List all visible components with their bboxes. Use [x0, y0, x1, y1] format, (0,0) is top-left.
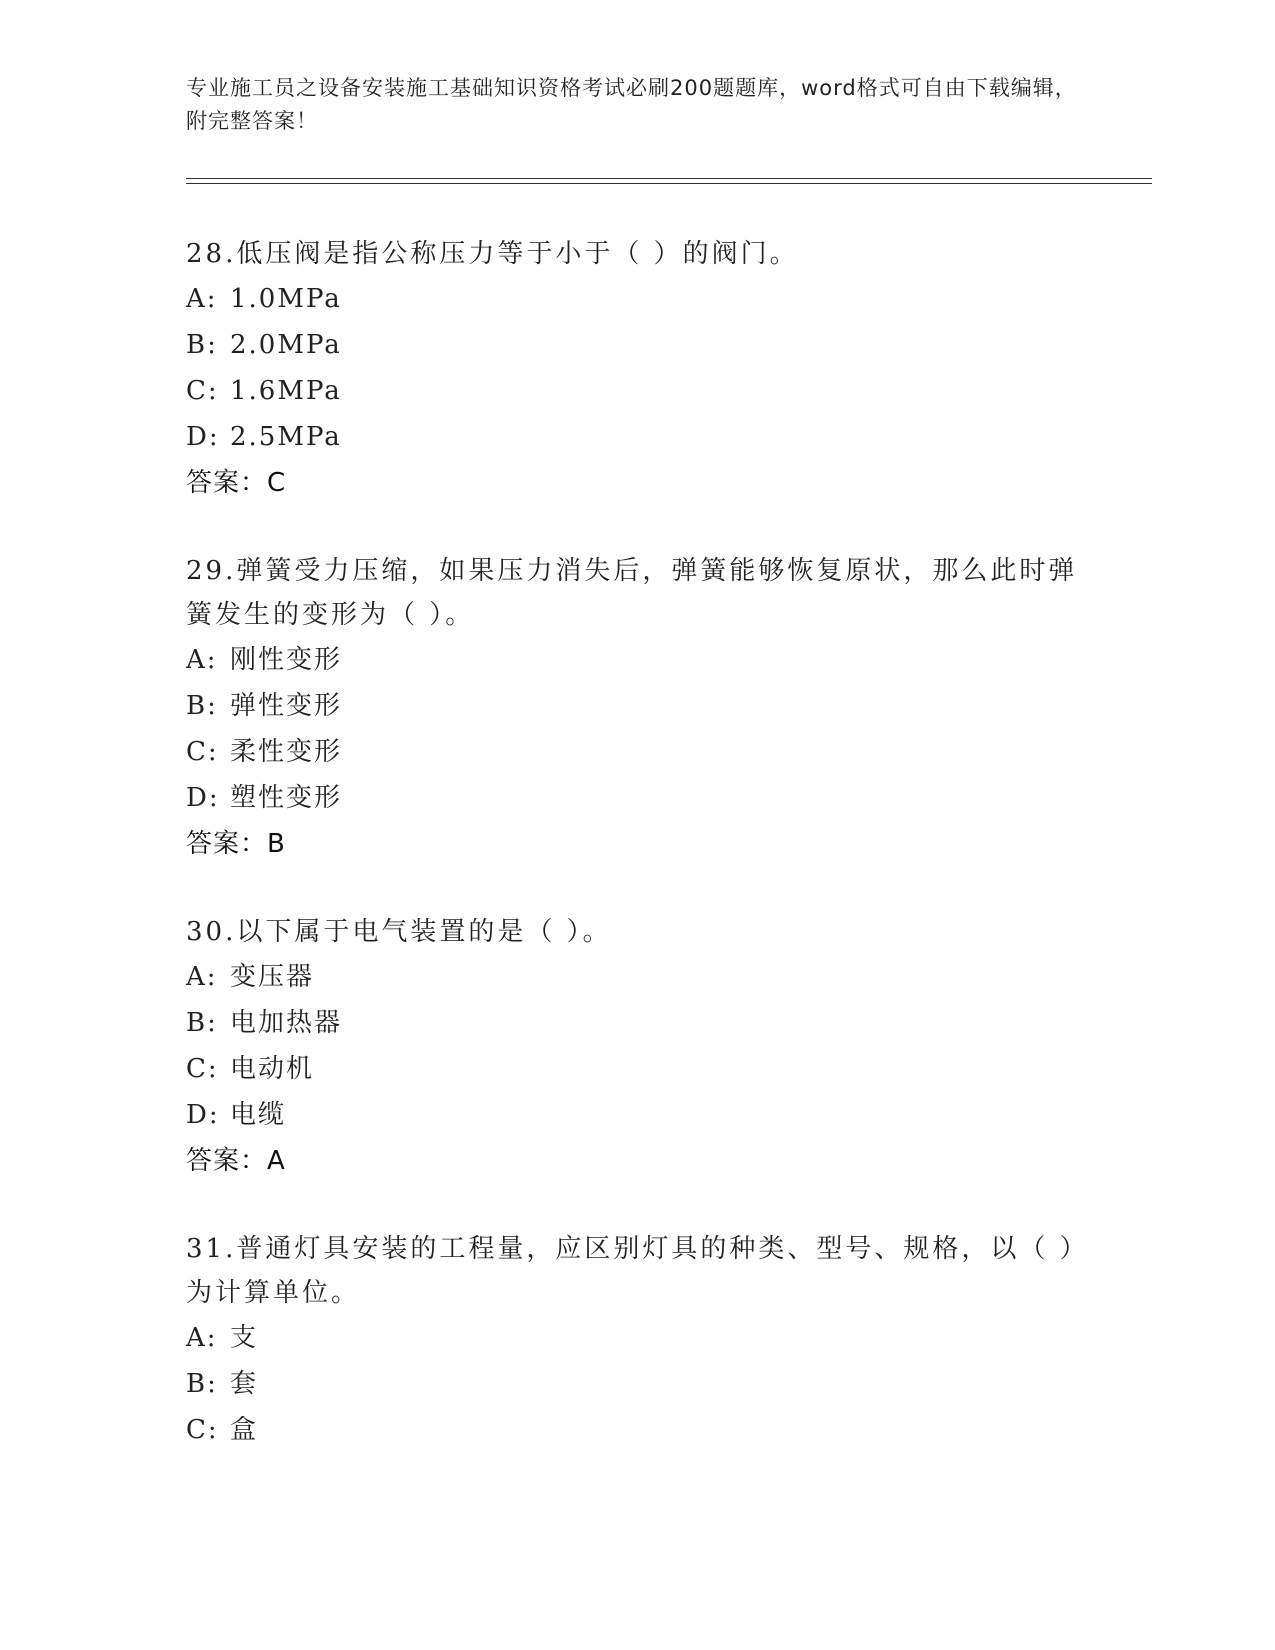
- header-divider-top: [186, 178, 1152, 179]
- option-letter: C:: [186, 1415, 219, 1445]
- option-text: 2.0MPa: [230, 330, 342, 360]
- option-letter: D:: [186, 422, 220, 452]
- option-d: [186, 775, 1086, 821]
- question-30: [186, 910, 1086, 1184]
- option-letter: B:: [186, 691, 218, 721]
- answer-key: 答案：B: [186, 829, 286, 859]
- option-text: 柔性变形: [230, 737, 343, 767]
- question-28: [186, 232, 1086, 506]
- option-c: [186, 368, 1086, 414]
- option-text: 弹性变形: [230, 691, 343, 721]
- option-a: [186, 637, 1086, 683]
- option-letter: C:: [186, 376, 219, 406]
- option-d: [186, 1092, 1086, 1138]
- option-b: [186, 322, 1086, 368]
- option-letter: C:: [186, 737, 219, 767]
- question-stem: 29.弹簧受力压缩，如果压力消失后，弹簧能够恢复原状，那么此时弹簧发生的变形为（ ）。: [186, 556, 1078, 630]
- option-text: 盒: [230, 1415, 259, 1445]
- option-text: 刚性变形: [230, 645, 343, 675]
- option-c: [186, 1407, 1086, 1453]
- option-a: [186, 276, 1086, 322]
- question-29: [186, 549, 1086, 867]
- option-letter: A:: [186, 1323, 218, 1353]
- option-c: [186, 729, 1086, 775]
- header-divider-bottom: [186, 183, 1152, 184]
- option-letter: C:: [186, 1054, 219, 1084]
- question-list: [186, 232, 1086, 1496]
- option-c: [186, 1046, 1086, 1092]
- option-text: 电缆: [230, 1100, 287, 1130]
- document-header: 专业施工员之设备安装施工基础知识资格考试必刷200题题库，word格式可自由下载编辑，附完整答案！: [186, 76, 1077, 133]
- answer-key: 答案：A: [186, 1146, 286, 1176]
- answer-key: 答案：C: [186, 468, 287, 498]
- option-text: 套: [230, 1369, 259, 1399]
- option-text: 塑性变形: [230, 783, 343, 813]
- option-b: [186, 683, 1086, 729]
- option-a: [186, 954, 1086, 1000]
- option-text: 1.0MPa: [230, 284, 342, 314]
- option-text: 2.5MPa: [230, 422, 342, 452]
- option-text: 电动机: [230, 1054, 315, 1084]
- option-letter: B:: [186, 1369, 218, 1399]
- question-stem: 30.以下属于电气装置的是（ ）。: [186, 917, 612, 947]
- question-stem: 28.低压阀是指公称压力等于小于（ ）的阀门。: [186, 239, 799, 269]
- option-letter: D:: [186, 1100, 220, 1130]
- option-b: [186, 1000, 1086, 1046]
- option-letter: A:: [186, 284, 218, 314]
- option-text: 电加热器: [230, 1008, 343, 1038]
- option-text: 支: [230, 1323, 259, 1353]
- option-b: [186, 1361, 1086, 1407]
- option-letter: B:: [186, 1008, 218, 1038]
- option-letter: A:: [186, 962, 218, 992]
- question-31: [186, 1227, 1086, 1453]
- option-letter: A:: [186, 645, 218, 675]
- option-d: [186, 414, 1086, 460]
- option-letter: B:: [186, 330, 218, 360]
- option-text: 变压器: [230, 962, 315, 992]
- question-stem: 31.普通灯具安装的工程量，应区别灯具的种类、型号、规格，以（ ）为计算单位。: [186, 1234, 1076, 1308]
- option-letter: D:: [186, 783, 220, 813]
- option-text: 1.6MPa: [230, 376, 342, 406]
- option-a: [186, 1315, 1086, 1361]
